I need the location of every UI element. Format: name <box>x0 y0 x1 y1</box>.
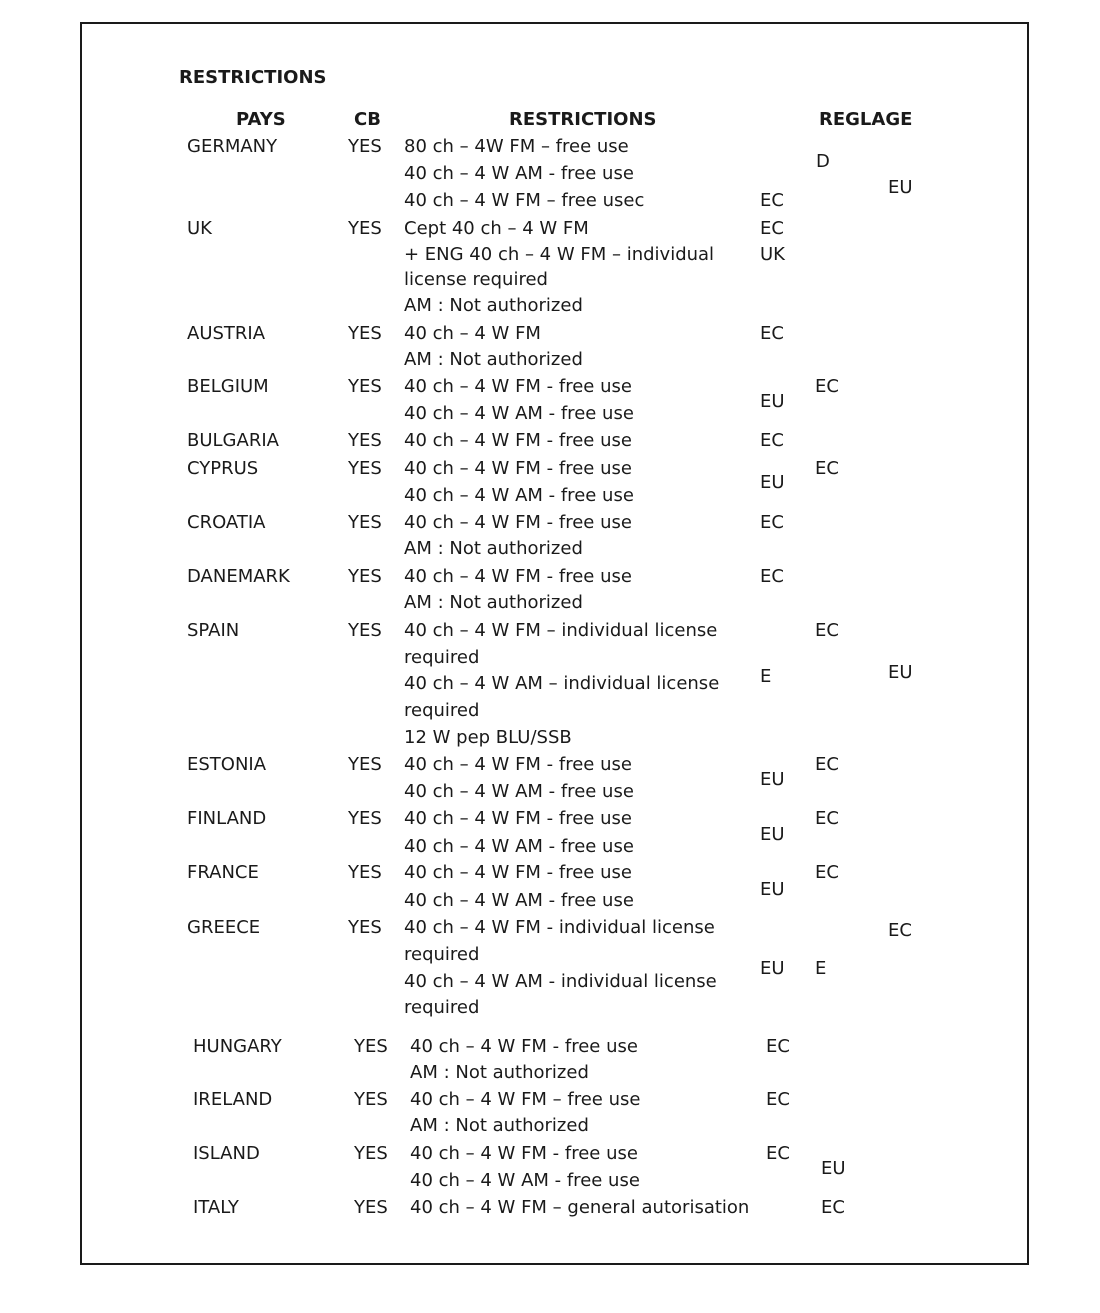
restriction-line: 40 ch – 4 W FM - free use <box>404 808 632 829</box>
restriction-line: AM : Not authorized <box>404 349 583 370</box>
reglage-code: EC <box>760 190 784 211</box>
restriction-line: required <box>404 647 480 668</box>
column-header-pays: PAYS <box>236 109 286 130</box>
reglage-code: EC <box>760 323 784 344</box>
country-cell: SPAIN <box>187 620 240 641</box>
reglage-code: EU <box>760 879 785 900</box>
restriction-line: 40 ch – 4 W AM - individual license <box>404 971 717 992</box>
cb-cell: YES <box>348 754 382 775</box>
reglage-code: EC <box>815 620 839 641</box>
restriction-line: 40 ch – 4 W FM – general autorisation <box>410 1197 750 1218</box>
restriction-line: 40 ch – 4 W AM - free use <box>404 890 634 911</box>
restriction-line: 40 ch – 4 W FM <box>404 323 541 344</box>
cb-cell: YES <box>348 917 382 938</box>
cb-cell: YES <box>348 136 382 157</box>
restriction-line: 12 W pep BLU/SSB <box>404 727 572 748</box>
cb-cell: YES <box>348 862 382 883</box>
restriction-line: 40 ch – 4 W FM - free use <box>404 754 632 775</box>
section-title: RESTRICTIONS <box>179 67 327 88</box>
restriction-line: AM : Not authorized <box>404 295 583 316</box>
cb-cell: YES <box>348 566 382 587</box>
restriction-line: required <box>404 997 480 1018</box>
reglage-code: EC <box>760 566 784 587</box>
reglage-code: EU <box>760 824 785 845</box>
country-cell: HUNGARY <box>193 1036 282 1057</box>
restriction-line: 40 ch – 4 W FM - individual license <box>404 917 715 938</box>
restriction-line: 40 ch – 4 W FM – free usec <box>404 190 645 211</box>
restriction-line: 40 ch – 4 W FM - free use <box>404 458 632 479</box>
cb-cell: YES <box>348 458 382 479</box>
reglage-code: E <box>815 958 827 979</box>
cb-cell: YES <box>354 1197 388 1218</box>
restriction-line: license required <box>404 269 548 290</box>
reglage-code: EU <box>888 662 913 683</box>
restriction-line: 40 ch – 4 W AM - free use <box>404 781 634 802</box>
restriction-line: AM : Not authorized <box>410 1062 589 1083</box>
reglage-code: EC <box>760 512 784 533</box>
restriction-line: Cept 40 ch – 4 W FM <box>404 218 589 239</box>
reglage-code: EU <box>760 472 785 493</box>
country-cell: ITALY <box>193 1197 239 1218</box>
restriction-line: 40 ch – 4 W AM - free use <box>404 403 634 424</box>
country-cell: ISLAND <box>193 1143 260 1164</box>
reglage-code: EU <box>760 391 785 412</box>
restriction-line: 40 ch – 4 W FM - free use <box>404 862 632 883</box>
reglage-code: EC <box>815 862 839 883</box>
reglage-code: EU <box>760 769 785 790</box>
restriction-line: AM : Not authorized <box>404 592 583 613</box>
restriction-line: 40 ch – 4 W FM - free use <box>404 376 632 397</box>
country-cell: FINLAND <box>187 808 267 829</box>
restriction-line: 40 ch – 4 W AM – individual license <box>404 673 720 694</box>
reglage-code: E <box>760 666 772 687</box>
restriction-line: 80 ch – 4W FM – free use <box>404 136 629 157</box>
restriction-line: AM : Not authorized <box>410 1115 589 1136</box>
cb-cell: YES <box>348 512 382 533</box>
reglage-code: EC <box>821 1197 845 1218</box>
country-cell: UK <box>187 218 212 239</box>
restriction-line: 40 ch – 4 W FM - free use <box>404 512 632 533</box>
cb-cell: YES <box>354 1089 388 1110</box>
reglage-code: EU <box>821 1158 846 1179</box>
column-header-cb: CB <box>354 109 381 130</box>
restriction-line: AM : Not authorized <box>404 538 583 559</box>
restriction-line: 40 ch – 4 W FM – free use <box>410 1089 641 1110</box>
country-cell: CYPRUS <box>187 458 259 479</box>
restriction-line: 40 ch – 4 W FM - free use <box>404 430 632 451</box>
reglage-code: EC <box>766 1036 790 1057</box>
restriction-line: + ENG 40 ch – 4 W FM – individual <box>404 244 715 265</box>
reglage-code: EC <box>815 458 839 479</box>
reglage-code: EC <box>815 808 839 829</box>
cb-cell: YES <box>348 323 382 344</box>
column-header-reglage: REGLAGE <box>819 109 913 130</box>
country-cell: BELGIUM <box>187 376 269 397</box>
restriction-line: 40 ch – 4 W AM - free use <box>404 485 634 506</box>
cb-cell: YES <box>354 1036 388 1057</box>
cb-cell: YES <box>348 430 382 451</box>
reglage-code: UK <box>760 244 785 265</box>
restriction-line: required <box>404 700 480 721</box>
reglage-code: EC <box>815 376 839 397</box>
reglage-code: EC <box>760 218 784 239</box>
country-cell: GREECE <box>187 917 261 938</box>
cb-cell: YES <box>348 218 382 239</box>
country-cell: GERMANY <box>187 136 278 157</box>
cb-cell: YES <box>354 1143 388 1164</box>
reglage-code: EC <box>766 1143 790 1164</box>
cb-cell: YES <box>348 620 382 641</box>
country-cell: DANEMARK <box>187 566 290 587</box>
restriction-line: 40 ch – 4 W AM - free use <box>404 163 634 184</box>
country-cell: AUSTRIA <box>187 323 266 344</box>
country-cell: FRANCE <box>187 862 259 883</box>
restriction-line: 40 ch – 4 W AM - free use <box>404 836 634 857</box>
reglage-code: EU <box>888 177 913 198</box>
restriction-line: 40 ch – 4 W FM – individual license <box>404 620 718 641</box>
cb-cell: YES <box>348 808 382 829</box>
country-cell: IRELAND <box>193 1089 273 1110</box>
country-cell: BULGARIA <box>187 430 279 451</box>
restriction-line: 40 ch – 4 W FM - free use <box>410 1143 638 1164</box>
restriction-line: required <box>404 944 480 965</box>
country-cell: ESTONIA <box>187 754 267 775</box>
country-cell: CROATIA <box>187 512 266 533</box>
restriction-line: 40 ch – 4 W AM - free use <box>410 1170 640 1191</box>
restriction-line: 40 ch – 4 W FM - free use <box>404 566 632 587</box>
reglage-code: EC <box>766 1089 790 1110</box>
reglage-code: EC <box>815 754 839 775</box>
reglage-code: EU <box>760 958 785 979</box>
reglage-code: EC <box>888 920 912 941</box>
column-header-restrictions: RESTRICTIONS <box>509 109 657 130</box>
cb-cell: YES <box>348 376 382 397</box>
reglage-code: D <box>816 151 830 172</box>
reglage-code: EC <box>760 430 784 451</box>
restriction-line: 40 ch – 4 W FM - free use <box>410 1036 638 1057</box>
